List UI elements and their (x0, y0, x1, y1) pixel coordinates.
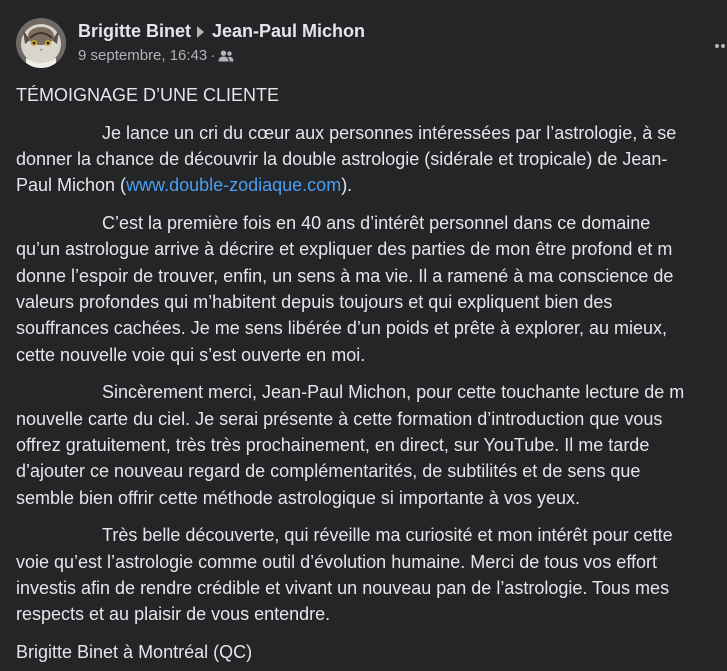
paragraph-3-line: Sincèrement merci, Jean-Paul Michon, pour cette touchante lecture de m (102, 382, 685, 403)
paragraph-2-line: cette nouvelle voie qui s’est ouverte en moi. (16, 344, 366, 365)
paragraph-4-line: respects et au plaisir de vous entendre. (16, 604, 331, 625)
paragraph-2-line: C’est la première fois en 40 ans d’intérêt personnel dans ce domaine (102, 213, 651, 234)
website-link[interactable]: www.double-zodiaque.com (126, 175, 342, 196)
post-meta (78, 47, 365, 67)
paragraph-4-line: investis afin de rendre crédible et vivant un nouveau pan de l’astrologie. Tous mes (16, 578, 670, 599)
shared-to-arrow-icon (197, 26, 204, 38)
paragraph-1-line (16, 172, 727, 198)
cat-avatar-icon (16, 18, 66, 68)
text-fragment: Paul Michon ( (16, 175, 127, 196)
post-header (16, 18, 727, 72)
paragraph-3-line: semble bien offrir cette méthode astrologique si importante à vos yeux. (16, 487, 580, 508)
more-options-icon (713, 36, 727, 56)
paragraph-4-line: Très belle découverte, qui réveille ma curiosité et mon intérêt pour cette (102, 525, 673, 546)
paragraph-1-line: donner la chance de découvrir la double astrologie (sidérale et tropicale) de Jean- (16, 149, 668, 170)
author-avatar[interactable] (16, 18, 66, 68)
paragraph-2-line: qu’un astrologue arrive à décrire et expliquer des parties de mon être profond et m (16, 239, 673, 260)
paragraph-2-line: donne l’espoir de trouver, enfin, un sens à ma vie. Il a ramené à ma conscience de (16, 265, 674, 286)
text-fragment: ). (341, 175, 353, 196)
post-body (16, 82, 727, 665)
header-text (78, 20, 365, 67)
target-name[interactable]: Jean-Paul Michon (212, 21, 366, 41)
friends-icon[interactable] (218, 49, 234, 67)
paragraph-3-line: offrez gratuitement, très très prochainement, en direct, sur YouTube. Il me tarde (16, 435, 650, 456)
paragraph-1-line: Je lance un cri du cœur aux personnes intéressées par l’astrologie, à se (102, 122, 677, 143)
more-options-button[interactable] (713, 36, 727, 56)
post-heading: TÉMOIGNAGE D’UNE CLIENTE (16, 85, 280, 105)
paragraph-3-line: nouvelle carte du ciel. Je serai présente à cette formation d’introduction que vous (16, 408, 663, 429)
paragraph-4-line: voie qu’est l’astrologie comme outil d’évolution humaine. Merci de tous vos effort (16, 551, 657, 572)
author-name[interactable]: Brigitte Binet (78, 21, 192, 41)
paragraph-2-line: souffrances cachées. Je me sens libérée d’un poids et prête à explorer, au mieux, (16, 318, 668, 339)
paragraph-2-line: valeurs profondes qui m’habitent depuis toujours et qui expliquent bien des (16, 292, 613, 313)
meta-separator: · (210, 47, 216, 64)
post-timestamp[interactable]: 9 septembre, 16:43 (78, 47, 208, 64)
paragraph-3-line: d’ajouter ce nouveau regard de complémentarités, de subtilités et de sens que (16, 461, 641, 482)
post-title (78, 20, 365, 42)
signature: Brigitte Binet à Montréal (QC) (16, 642, 253, 663)
